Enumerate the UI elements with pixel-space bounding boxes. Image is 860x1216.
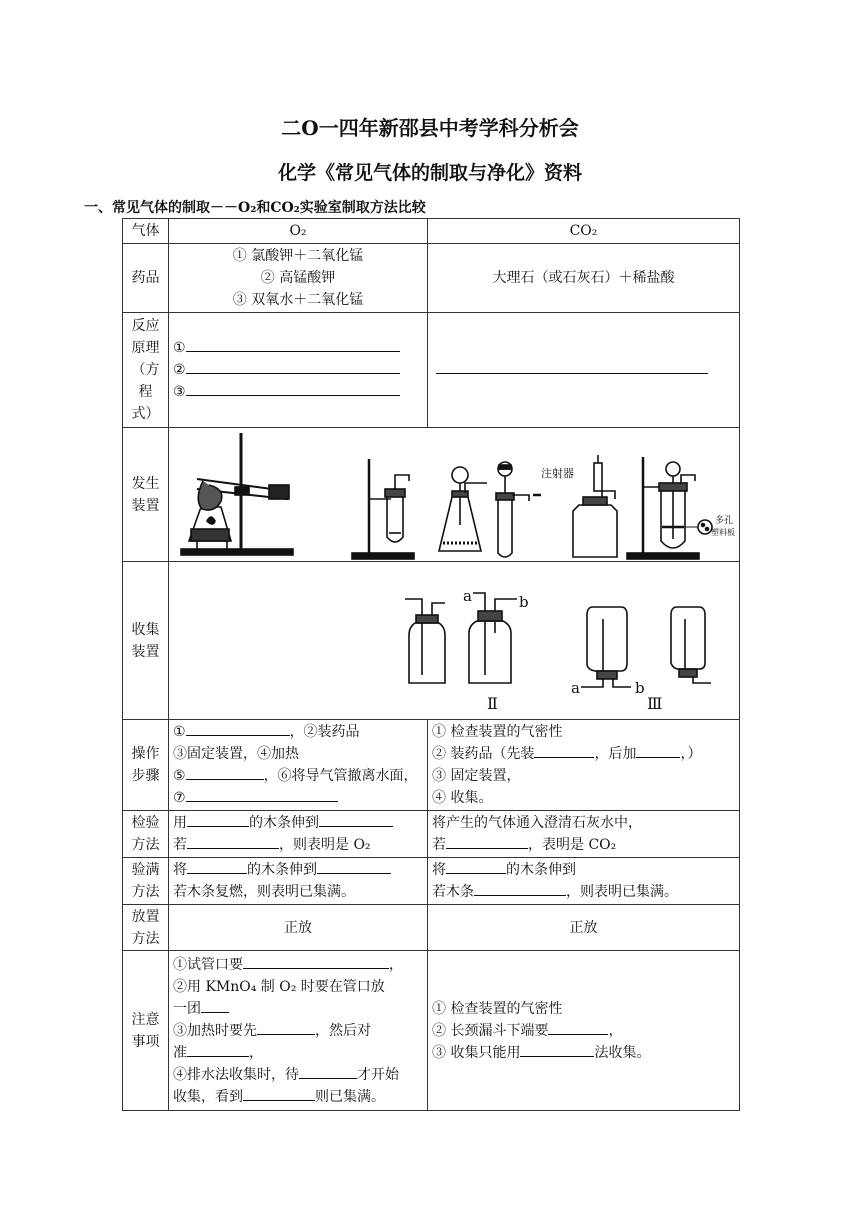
full-co2: 将 的木条伸到 若木条 ，则表明已集满。 <box>428 858 740 905</box>
note-co2-blank-1[interactable] <box>548 1020 608 1035</box>
full-co2-blank-1[interactable] <box>446 859 506 874</box>
check-co2-blank[interactable] <box>446 834 528 849</box>
full-row <box>123 858 740 905</box>
notes-o2: ①试管口要 ， ②用 KMnO₄ 制 O₂ 时要在管口放 一团 ③加热时要先 ，然后对 准 ， ④排水法收集时，待 才开始 收集，看到 则已集满。 <box>169 951 428 1111</box>
principle-co2 <box>428 313 740 428</box>
notes-row <box>123 951 740 1111</box>
header-o2: O₂ <box>169 219 428 244</box>
collector-row <box>123 562 740 720</box>
check-blank-3[interactable] <box>187 834 279 849</box>
generator-apparatus-figure <box>169 429 738 561</box>
collection-bottle-2-image <box>463 587 529 713</box>
collection-bottle-1-image <box>405 599 445 683</box>
steps-co2: ① 检查装置的气密性 ② 装药品（先装 ，后加 ，） ③ 固定装置， ④ 收集。 <box>428 720 740 811</box>
check-label: 检验 方法 <box>123 811 169 858</box>
numeral-3: Ⅲ <box>647 693 663 713</box>
co2-step-blank-1[interactable] <box>534 743 594 758</box>
note-blank-2[interactable] <box>201 998 229 1013</box>
placement-row <box>123 905 740 951</box>
generator-row <box>123 428 740 562</box>
separatory-funnel-tube-image <box>496 462 541 557</box>
full-blank-2[interactable] <box>317 859 391 874</box>
full-co2-blank-2[interactable] <box>474 881 566 896</box>
drugs-co2: 大理石（或石灰石）＋稀盐酸 <box>428 244 740 313</box>
comparison-table <box>122 218 740 1111</box>
document-title: 二O一四年新邵县中考学科分析会 <box>281 116 579 140</box>
drug-o2-3: ③ 双氧水＋二氧化锰 <box>232 292 364 308</box>
header-row <box>123 219 740 244</box>
co2-equation-blank[interactable] <box>436 359 708 374</box>
generator-figures <box>169 428 740 562</box>
syringe-bottle-image <box>541 455 617 557</box>
placement-co2: 正放 <box>428 905 740 951</box>
mark-b-1: b <box>519 592 529 611</box>
header-co2: CO₂ <box>428 219 740 244</box>
drugs-row <box>123 244 740 313</box>
note-blank-6[interactable] <box>243 1086 315 1101</box>
co2-step-blank-2[interactable] <box>636 743 680 758</box>
inverted-bottle-4-image <box>647 607 711 713</box>
generator-label: 发生 装置 <box>123 428 169 562</box>
heating-apparatus-image <box>181 433 293 555</box>
full-label: 验满 方法 <box>123 858 169 905</box>
note-blank-5[interactable] <box>299 1064 357 1079</box>
notes-label: 注意 事项 <box>123 951 169 1111</box>
steps-label: 操作 步骤 <box>123 720 169 811</box>
numeral-2: Ⅱ <box>487 693 498 713</box>
equation-blank-3[interactable] <box>186 381 400 396</box>
check-o2: 用 的木条伸到 若 ，则表明是 O₂ <box>169 811 428 858</box>
principle-o2: ① ② ③ <box>169 313 428 428</box>
check-row <box>123 811 740 858</box>
step-blank-1[interactable] <box>186 721 290 736</box>
syringe-label: 注射器 <box>541 466 574 480</box>
drug-o2-1: ① 氯酸钾＋二氧化锰 <box>232 248 364 264</box>
tube-stand-image <box>352 459 414 559</box>
note-blank-3[interactable] <box>257 1020 315 1035</box>
plate-label-1: 多孔 <box>715 515 734 526</box>
placement-o2: 正放 <box>169 905 428 951</box>
principle-row <box>123 313 740 428</box>
full-o2: 将 的木条伸到 若木条复燃，则表明已集满。 <box>169 858 428 905</box>
step-blank-7[interactable] <box>186 787 338 802</box>
check-co2: 将产生的气体通入澄清石灰水中， 若 ，表明是 CO₂ <box>428 811 740 858</box>
collector-figures <box>169 562 740 720</box>
section-heading: 一、常见气体的制取－－O₂和CO₂实验室制取方法比较 <box>84 200 426 216</box>
note-blank-1[interactable] <box>243 954 389 969</box>
collector-label: 收集 装置 <box>123 562 169 720</box>
mark-a-1: a <box>463 586 472 605</box>
conical-flask-image <box>439 467 487 551</box>
full-blank-1[interactable] <box>187 859 247 874</box>
mark-a-2: a <box>571 678 580 697</box>
note-blank-4[interactable] <box>187 1042 249 1057</box>
equation-blank-2[interactable] <box>186 359 400 374</box>
notes-co2: ① 检查装置的气密性 ② 长颈漏斗下端要 ， ③ 收集只能用 法收集。 <box>428 951 740 1111</box>
steps-row <box>123 720 740 811</box>
drugs-o2 <box>169 244 428 313</box>
collector-apparatus-figure <box>169 563 738 719</box>
check-blank-2[interactable] <box>319 812 393 827</box>
principle-label: 反应 原理 （方 程 式） <box>123 313 169 428</box>
drug-o2-2: ② 高锰酸钾 <box>260 270 336 286</box>
header-gas-label: 气体 <box>123 219 169 244</box>
document-subtitle: 化学《常见气体的制取与净化》资料 <box>277 162 582 184</box>
equation-blank-1[interactable] <box>186 337 400 352</box>
mark-b-2: b <box>635 678 645 697</box>
step-blank-5[interactable] <box>186 765 264 780</box>
drugs-label: 药品 <box>123 244 169 313</box>
porous-plate-apparatus-image <box>627 457 735 559</box>
plate-label-2: 塑料板 <box>711 527 735 537</box>
check-blank-1[interactable] <box>187 812 249 827</box>
inverted-bottle-3-image <box>571 607 645 697</box>
steps-o2: ① ，②装药品 ③固定装置，④加热 ⑤ ，⑥将导气管撤离水面， ⑦ <box>169 720 428 811</box>
note-co2-blank-2[interactable] <box>520 1042 594 1057</box>
placement-label: 放置 方法 <box>123 905 169 951</box>
